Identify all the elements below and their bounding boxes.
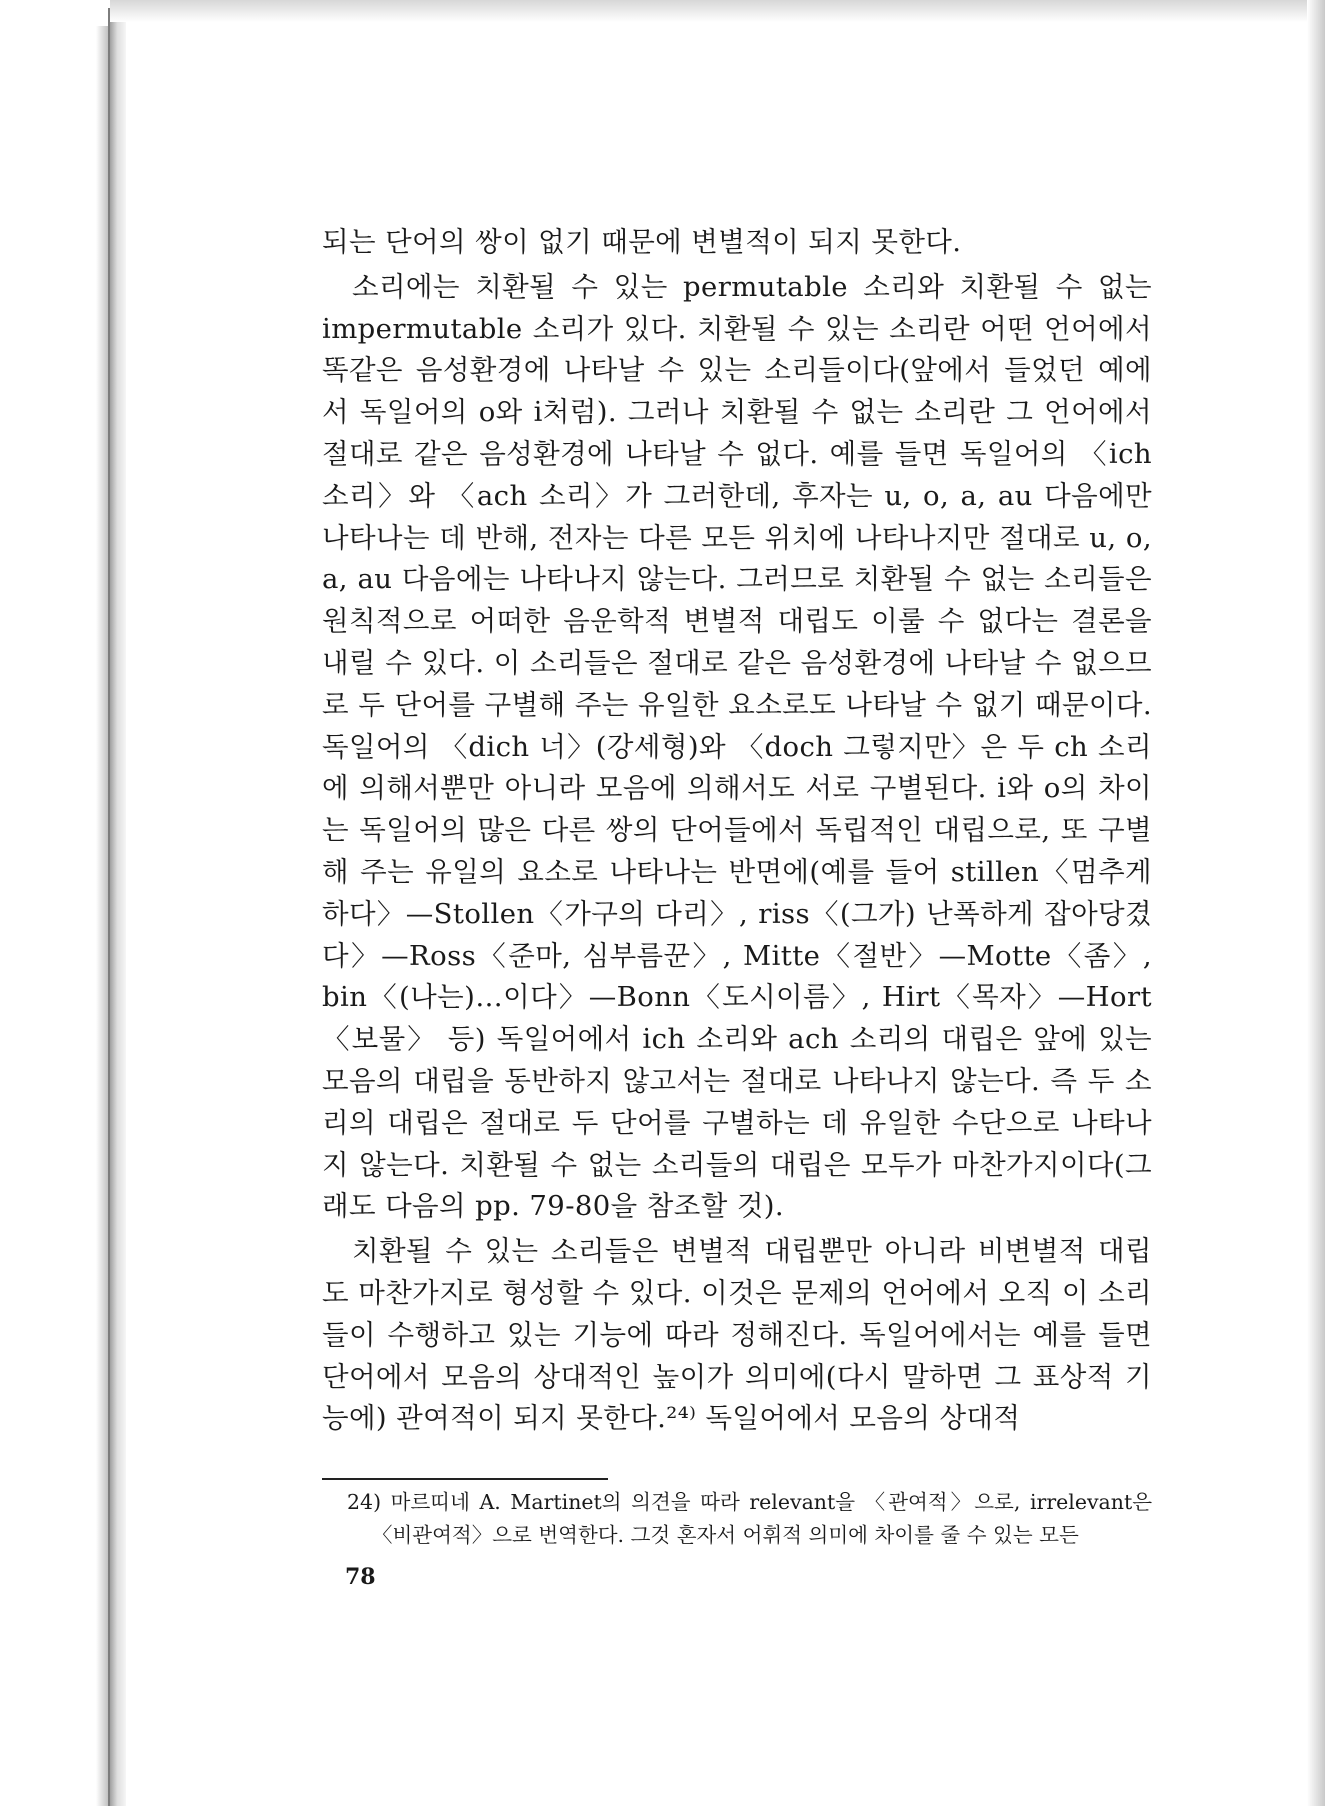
page-left-edge	[108, 8, 126, 1806]
page-right-shadow	[1307, 0, 1325, 1806]
paragraph-distinctive-oppositions: 치환될 수 있는 소리들은 변별적 대립뿐만 아니라 비변별적 대립도 마찬가지로 형성할 수 있다. 이것은 문제의 언어에서 오직 이 소리들이 수행하고 있는 기능에 따라 정해진다. 독일어에서는 예를 들면 단어에서 모음의 상대적인 높이가 의미에(다시 말하면 그 표상적 기능에) 관여적이 되지 못한다.²⁴⁾ 독일어에서 모음의 상대적	[322, 1235, 1152, 1435]
footnote-24: 24) 마르띠네 A. Martinet의 의견을 따라 relevant을 〈관여적〉으로, irrelevant은 〈비관여적〉으로 번역한다. 그것 혼자서 어휘적 의미에 차이를 줄 수 있는 모든	[347, 1490, 1152, 1547]
page-top-shadow	[110, 0, 1325, 22]
footnote-divider	[322, 1478, 608, 1480]
paragraph-continuation: 되는 단어의 쌍이 없기 때문에 변별적이 되지 못한다.	[322, 226, 962, 258]
page-number: 78	[345, 1564, 376, 1590]
body-text	[322, 222, 1152, 1440]
paragraph-permutable-sounds: 소리에는 치환될 수 있는 permutable 소리와 치환될 수 없는 impermutable 소리가 있다. 치환될 수 있는 소리란 어떤 언어에서 똑같은 음성환경에 나타날 수 있는 소리들이다(앞에서 들었던 예에서 독일어의 o와 i처럼). 그러나 치환될 수 없는 소리란 그 언어에서 절대로 같은 음성환경에 나타날 수 없다. 예를 들면 독일어의 〈ich 소리〉와 〈ach 소리〉가 그러한데, 후자는 u, o, a, au 다음에만 나타나는 데 반해, 전자는 다른 모든 위치에 나타나지만 절대로 u, o, a, au 다음에는 나타나지 않는다. 그러므로 치환될 수 없는 소리들은 원칙적으로 어떠한 음운학적 변별적 대립도 이룰 수 없다는 결론을 내릴 수 있다. 이 소리들은 절대로 같은 음성환경에 나타날 수 없으므로 두 단어를 구별해 주는 유일한 요소로도 나타날 수 없기 때문이다. 독일어의 〈dich 너〉(강세형)와 〈doch 그렇지만〉은 두 ch 소리에 의해서뿐만 아니라 모음에 의해서도 서로 구별된다. i와 o의 차이는 독일어의 많은 다른 쌍의 단어들에서 독립적인 대립으로, 또 구별해 주는 유일의 요소로 나타나는 반면에(예를 들어 stillen〈멈추게 하다〉—Stollen〈가구의 다리〉, riss〈(그가) 난폭하게 잡아당겼다〉—Ross〈준마, 심부름꾼〉, Mitte〈절반〉—Motte〈좀〉, bin〈(나는)…이다〉—Bonn〈도시이름〉, Hirt〈목자〉—Hort〈보물〉 등) 독일어에서 ich 소리와 ach 소리의 대립은 앞에 있는 모음의 대립을 동반하지 않고서는 절대로 나타나지 않는다. 즉 두 소리의 대립은 절대로 두 단어를 구별하는 데 유일한 수단으로 나타나지 않는다. 치환될 수 없는 소리들의 대립은 모두가 마찬가지이다(그래도 다음의 pp. 79-80을 참조할 것).	[322, 270, 1152, 1223]
book-gutter	[96, 26, 108, 1806]
